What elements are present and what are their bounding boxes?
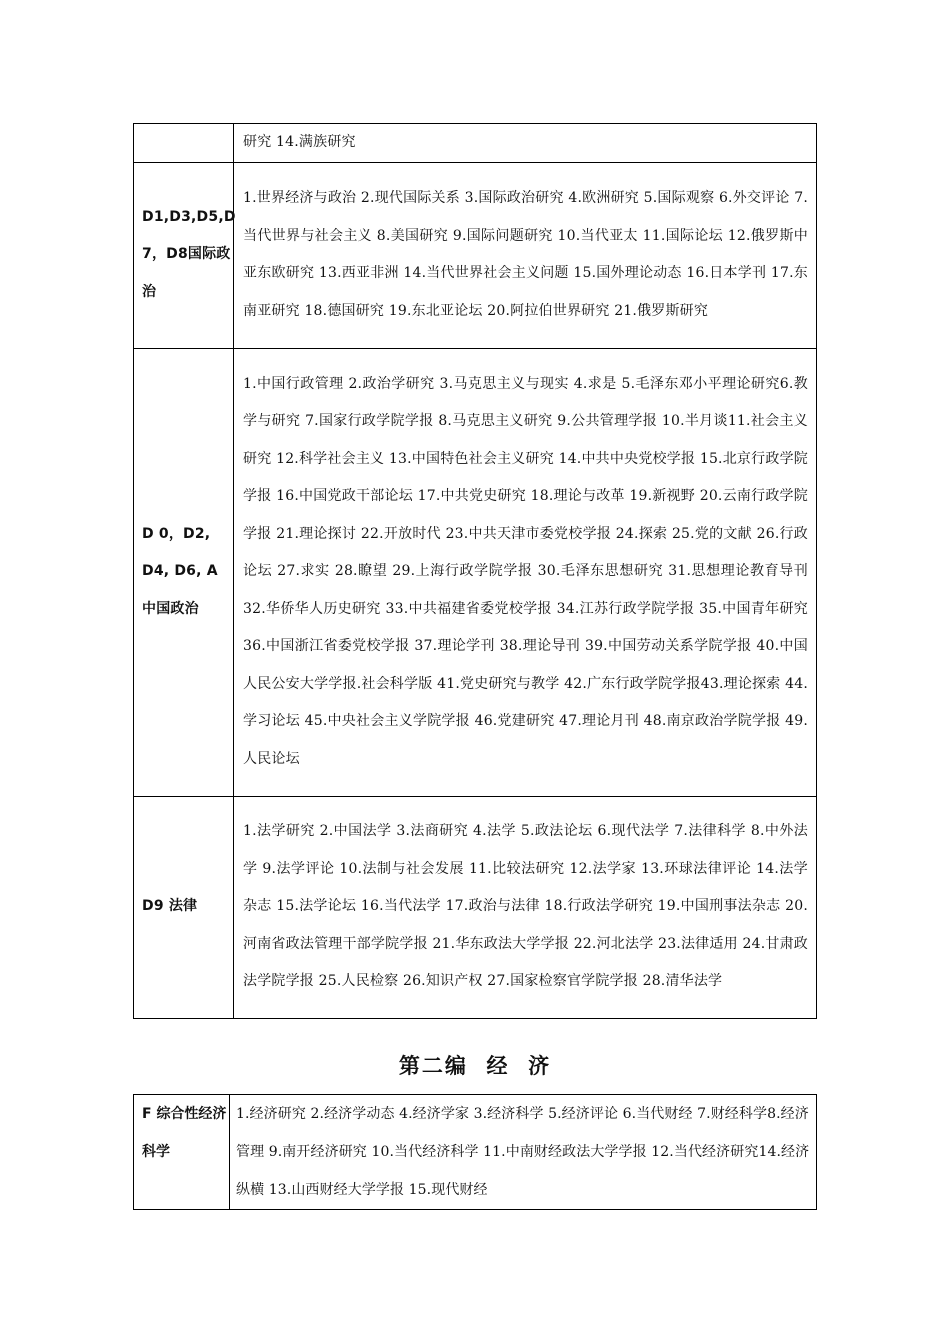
table-row bbox=[134, 1095, 817, 1210]
table-row bbox=[134, 796, 817, 1018]
section-heading: 第二编 经 济 bbox=[398, 1054, 552, 1078]
category-cell: D9 法律 bbox=[134, 796, 234, 1018]
category-cell bbox=[134, 124, 234, 163]
category-cell: D1,D3,D5,D 7，D8国际政治 bbox=[134, 162, 234, 348]
journal-list-cell: 1.世界经济与政治 2.现代国际关系 3.国际政治研究 4.欧洲研究 5.国际观察 6.外交评论 7.当代世界与社会主义 8.美国研究 9.国际问题研究 10.当代亚太 11.国际论坛 12.俄罗斯中亚东欧研究 13.西亚非洲 14.当代世界社会主义问题 15.国外理论动态 16.日本学刊 17.东南亚研究 18.德国研究 19.东北亚论坛 20.阿拉伯世界研究 21.俄罗斯研究 bbox=[234, 162, 817, 348]
table-row bbox=[134, 348, 817, 796]
category-cell: D 0，D2, D4, D6, A 中国政治 bbox=[134, 348, 234, 796]
journal-list-cell: 1.法学研究 2.中国法学 3.法商研究 4.法学 5.政法论坛 6.现代法学 7.法律科学 8.中外法学 9.法学评论 10.法制与社会发展 11.比较法研究 12.法学家 13.环球法律评论 14.法学杂志 15.法学论坛 16.当代法学 17.政治与法律 18.行政法学研究 19.中国刑事法杂志 20.河南省政法管理干部学院学报 21.华东政法大学学报 22.河北法学 23.法律适用 24.甘肃政法学院学报 25.人民检察 26.知识产权 27.国家检察官学院学报 28.清华法学 bbox=[234, 796, 817, 1018]
table-row bbox=[134, 162, 817, 348]
journal-list-cell: 1.经济研究 2.经济学动态 4.经济学家 3.经济科学 5.经济评论 6.当代财经 7.财经科学8.经济管理 9.南开经济研究 10.当代经济科学 11.中南财经政法大学学报 12.当代经济研究14.经济纵横 13.山西财经大学学报 15.现代财经 bbox=[230, 1095, 817, 1210]
category-cell: F 综合性经济科学 bbox=[134, 1095, 230, 1210]
journal-list-cell: 研究 14.满族研究 bbox=[234, 124, 817, 163]
journal-list-cell: 1.中国行政管理 2.政治学研究 3.马克思主义与现实 4.求是 5.毛泽东邓小平理论研究6.教学与研究 7.国家行政学院学报 8.马克思主义研究 9.公共管理学报 10.半月谈11.社会主义研究 12.科学社会主义 13.中国特色社会主义研究 14.中共中央党校学报 15.北京行政学院学报 16.中国党政干部论坛 17.中共党史研究 18.理论与改革 19.新视野 20.云南行政学院学报 21.理论探讨 22.开放时代 23.中共天津市委党校学报 24.探索 25.党的文献 26.行政论坛 27.求实 28.瞭望 29.上海行政学院学报 30.毛泽东思想研究 31.思想理论教育导刊 32.华侨华人历史研究 33.中共福建省委党校学报 34.江苏行政学院学报 35.中国青年研究 36.中国浙江省委党校学报 37.理论学刊 38.理论导刊 39.中国劳动关系学院学报 40.中国人民公安大学学报.社会科学版 41.党史研究与教学 42.广东行政学院学报43.理论探索 44.学习论坛 45.中央社会主义学院学报 46.党建研究 47.理论月刊 48.南京政治学院学报 49.人民论坛 bbox=[234, 348, 817, 796]
journal-table-part2 bbox=[133, 1094, 817, 1210]
table-row bbox=[134, 124, 817, 163]
journal-table-part1 bbox=[133, 123, 817, 1019]
